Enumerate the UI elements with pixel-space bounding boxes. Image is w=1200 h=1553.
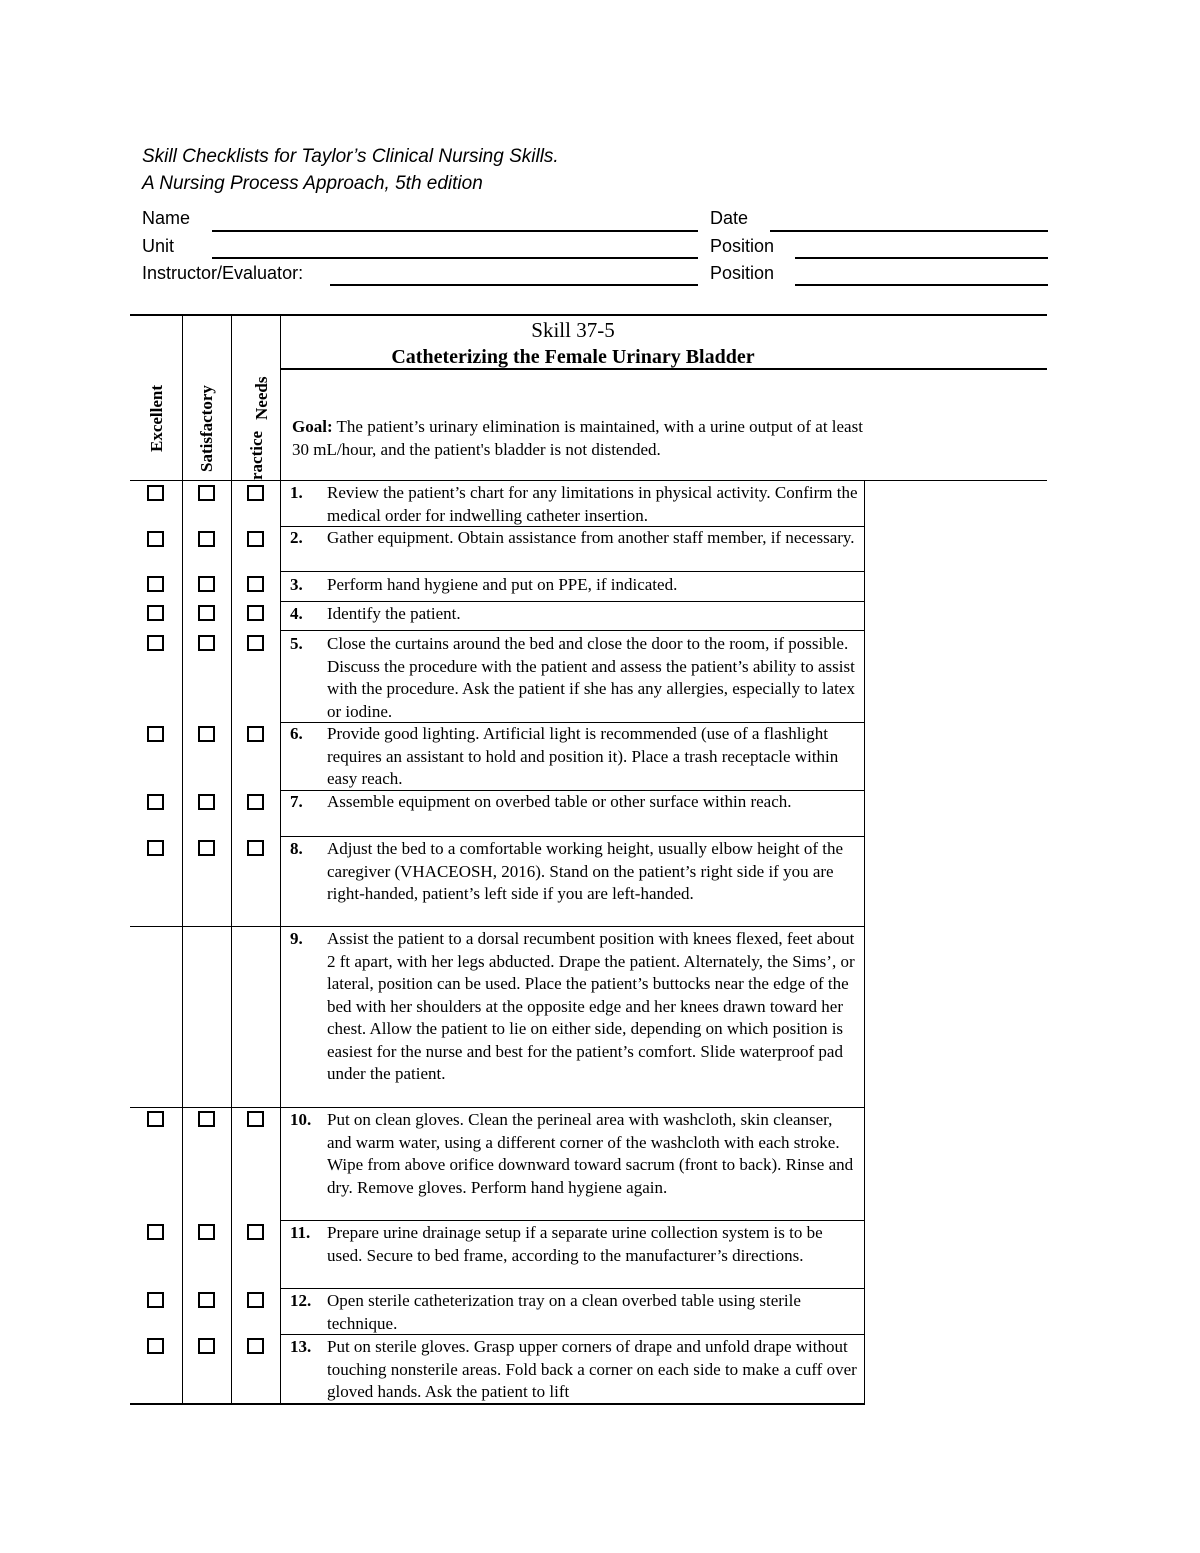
header-rule [130,480,1047,481]
step-number: 12. [290,1291,312,1310]
excellent-checkbox[interactable] [147,1338,164,1354]
step-number: 5. [290,634,303,653]
step-text: Prepare urine drainage setup if a separate urine collection system is to be used. Secure to bed frame, according to the manufacturer’s directions. [327,1223,823,1265]
column-divider [864,480,865,1404]
row-rule [280,601,864,602]
instructor-label: Instructor/Evaluator: [142,263,304,283]
column-divider [231,314,232,1404]
goal-text: The patient’s urinary elimination is maintained, with a urine output of at least 30 mL/hour, and the patient's bladder is not distended. [292,417,863,459]
goal-label: Goal: [292,417,333,436]
date-label: Date [710,208,749,228]
needs-practice-checkbox[interactable] [247,635,264,651]
step-text: Open sterile catheterization tray on a clean overbed table using sterile technique. [327,1291,801,1333]
row-rule [280,836,864,837]
instructor-field-line[interactable] [330,284,698,286]
excellent-checkbox[interactable] [147,726,164,742]
step-number: 8. [290,839,303,858]
satisfactory-checkbox[interactable] [198,1338,215,1354]
skill-title: Catheterizing the Female Urinary Bladder [391,346,755,368]
column-header-excellent: Excellent [147,384,166,452]
satisfactory-checkbox[interactable] [198,1292,215,1308]
row-rule [130,1107,864,1108]
excellent-checkbox[interactable] [147,1111,164,1127]
step-text: Review the patient’s chart for any limitations in physical activity. Confirm the medical order for indwelling catheter insertion. [327,483,858,525]
step-row [290,1222,860,1267]
column-divider [280,314,281,1404]
needs-practice-checkbox[interactable] [247,1111,264,1127]
step-row [290,574,860,597]
needs-practice-checkbox[interactable] [247,726,264,742]
table-top-rule [130,314,1047,316]
satisfactory-checkbox[interactable] [198,635,215,651]
needs-practice-checkbox[interactable] [247,485,264,501]
date-field-line[interactable] [770,230,1048,232]
step-text: Put on sterile gloves. Grasp upper corners of drape and unfold drape without touching nonsterile areas. Fold back a corner on each side to make a cuff over gloved hands. Ask the patient to lift [327,1337,857,1401]
goal-statement [292,416,867,461]
satisfactory-checkbox[interactable] [198,1224,215,1240]
needs-practice-checkbox[interactable] [247,794,264,810]
column-header-satisfactory: Satisfactory [197,385,216,472]
step-text: Assemble equipment on overbed table or other surface within reach. [327,792,792,811]
step-number: 6. [290,724,303,743]
step-row [290,723,860,791]
excellent-checkbox[interactable] [147,1224,164,1240]
step-text: Provide good lighting. Artificial light is recommended (use of a flashlight requires an assistant to hold and position it). Place a trash receptacle within easy reach. [327,724,839,788]
step-row [290,838,860,906]
step-text: Gather equipment. Obtain assistance from another staff member, if necessary. [327,528,855,547]
position-label-2: Position [710,263,775,283]
row-rule [280,1288,864,1289]
satisfactory-checkbox[interactable] [198,726,215,742]
step-number: 7. [290,792,303,811]
needs-practice-checkbox[interactable] [247,576,264,592]
column-header-needs: Needs [252,376,271,420]
satisfactory-checkbox[interactable] [198,1111,215,1127]
satisfactory-checkbox[interactable] [198,531,215,547]
step-text: Perform hand hygiene and put on PPE, if indicated. [327,575,678,594]
step-number: 2. [290,528,303,547]
step-text: Assist the patient to a dorsal recumbent position with knees flexed, feet about 2 ft apart, with her legs abducted. Drape the patient. Alternately, the Sims’, or lateral, position can be used. Place the patient’s buttocks near the edge of the bed with her shoulders at the opposite edge and her knees drawn toward her chest. Allow the patient to lie on either side, depending on which position is easiest for the nurse and best for the patient’s comfort. Slide waterproof pad under the patient. [327,929,855,1083]
step-number: 13. [290,1337,312,1356]
needs-practice-checkbox[interactable] [247,1338,264,1354]
step-row [290,527,860,550]
excellent-checkbox[interactable] [147,635,164,651]
satisfactory-checkbox[interactable] [198,840,215,856]
step-number: 4. [290,604,303,623]
excellent-checkbox[interactable] [147,605,164,621]
position-label-1: Position [710,236,775,256]
row-rule [280,571,864,572]
row-rule [280,1220,864,1221]
position-field-line-1[interactable] [795,257,1048,259]
step-number: 9. [290,929,303,948]
needs-practice-checkbox[interactable] [247,1224,264,1240]
needs-practice-checkbox[interactable] [247,605,264,621]
satisfactory-checkbox[interactable] [198,605,215,621]
step-number: 11. [290,1223,311,1242]
skill-number: Skill 37-5 [531,318,615,342]
step-number: 10. [290,1110,312,1129]
step-row [290,482,860,527]
satisfactory-checkbox[interactable] [198,485,215,501]
step-number: 1. [290,483,303,502]
step-text: Identify the patient. [327,604,461,623]
step-text: Adjust the bed to a comfortable working height, usually elbow height of the caregiver (VHACEOSH, 2016). Stand on the patient’s right side if you are right-handed, patient’s left side if you are left-handed. [327,839,844,903]
step-row [290,603,860,626]
needs-practice-checkbox[interactable] [247,531,264,547]
step-row [290,633,860,723]
row-rule [280,630,864,631]
needs-practice-checkbox[interactable] [247,840,264,856]
step-row [290,1109,860,1199]
name-label: Name [142,208,191,228]
step-row [290,1290,860,1335]
column-divider [182,314,183,1404]
step-row [290,928,860,1086]
step-row [290,791,860,814]
excellent-checkbox[interactable] [147,485,164,501]
document-subtitle: A Nursing Process Approach, 5th edition [142,173,483,194]
name-field-line[interactable] [212,230,698,232]
satisfactory-checkbox[interactable] [198,576,215,592]
excellent-checkbox[interactable] [147,794,164,810]
needs-practice-checkbox[interactable] [247,1292,264,1308]
unit-label: Unit [142,236,175,256]
excellent-checkbox[interactable] [147,576,164,592]
position-field-line-2[interactable] [795,284,1048,286]
column-header-practice: ractice [247,430,266,480]
unit-field-line[interactable] [212,257,698,259]
excellent-checkbox[interactable] [147,840,164,856]
excellent-checkbox[interactable] [147,1292,164,1308]
document-title: Skill Checklists for Taylor’s Clinical Nursing Skills. [142,146,559,167]
step-row [290,1336,860,1404]
satisfactory-checkbox[interactable] [198,794,215,810]
step-number: 3. [290,575,303,594]
excellent-checkbox[interactable] [147,531,164,547]
row-rule [130,926,864,927]
step-text: Put on clean gloves. Clean the perineal area with washcloth, skin cleanser, and warm water, using a different corner of the washcloth with each stroke. Wipe from above orifice downward toward sacrum (front to back). Rinse and dry. Remove gloves. Perform hand hygiene again. [327,1110,854,1197]
step-text: Close the curtains around the bed and close the door to the room, if possible. Discuss the procedure with the patient and assess the patient’s ability to assist with the procedure. Ask the patient if she has any allergies, especially to latex or iodine. [327,634,855,721]
